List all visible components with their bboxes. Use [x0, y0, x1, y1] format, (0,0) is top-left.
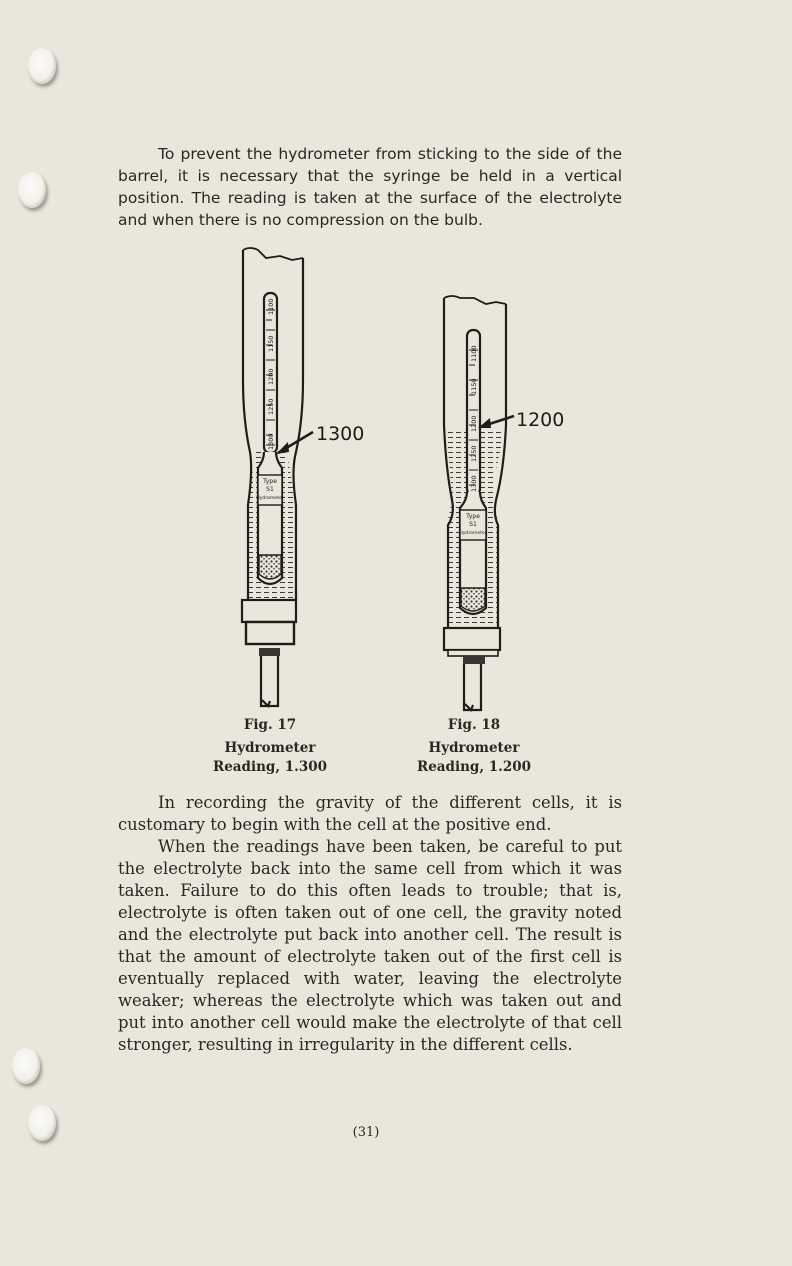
svg-text:Type: Type — [466, 513, 480, 520]
svg-text:Hydrometer: Hydrometer — [256, 496, 284, 501]
fig17-reading: Reading, 1.300 — [212, 759, 328, 775]
fig18-scale-label: 1250 — [470, 445, 478, 462]
page-number: (31) — [352, 1125, 380, 1140]
fig17-scale-label: 1100 — [267, 298, 275, 315]
fig18-scale-label: 1200 — [470, 415, 478, 432]
fig17-title: Hydrometer — [224, 740, 316, 756]
fig17-scale-label: 1250 — [267, 398, 275, 415]
fig17-scale-label: 1150 — [267, 335, 275, 352]
gravity-recording-paragraph: In recording the gravity of the different cells, it is customary to begin with the cell at the positive end. — [118, 793, 622, 834]
fig18-label: Fig. 18 — [447, 717, 501, 733]
svg-text:S1: S1 — [469, 521, 477, 528]
fig18-title: Hydrometer — [428, 740, 520, 756]
intro-paragraph: To prevent the hydrometer from sticking to the side of the barrel, it is necessary that the syringe be held in a vertical position. The reading is taken at the surface of the electrolyte and when there is no compression on the bulb. — [118, 145, 622, 229]
fig18-scale-label: 1100 — [470, 345, 478, 362]
svg-text:Type: Type — [263, 478, 277, 485]
binder-hole-3 — [12, 1048, 40, 1084]
fig18-scale-label: 1150 — [470, 378, 478, 395]
hydrometer-fig18-drawing — [444, 296, 514, 710]
svg-text:S1: S1 — [266, 486, 274, 493]
hydrometer-fig17-drawing — [242, 248, 313, 706]
fig18-caption — [384, 716, 564, 777]
fig17-caption — [180, 716, 360, 777]
fig17-label: Fig. 17 — [243, 717, 297, 733]
fig18-reading: Reading, 1.200 — [416, 759, 532, 775]
svg-text:Hydrometer: Hydrometer — [459, 531, 487, 536]
fig17-scale-label: 1300 — [267, 433, 275, 450]
electrolyte-return-paragraph: When the readings have been taken, be careful to put the electrolyte back into the same cell from which it was taken. Failure to do this often leads to trouble; that is, electrolyte is often taken out of one cell, the gravity noted and the electrolyte put back into another cell. The result is that the amount of electrolyte taken out of the first cell is eventually replaced with water, leaving the electrolyte weaker; whereas the electrolyte which was taken out and put into another cell would make the electrolyte of that cell stronger, resulting in irregularity in the different cells. — [118, 837, 622, 1054]
fig18-callout: 1200 — [516, 409, 565, 431]
fig17-callout: 1300 — [316, 423, 365, 445]
fig17-scale-label: 1200 — [267, 368, 275, 385]
fig18-scale-label: 1300 — [470, 475, 478, 492]
